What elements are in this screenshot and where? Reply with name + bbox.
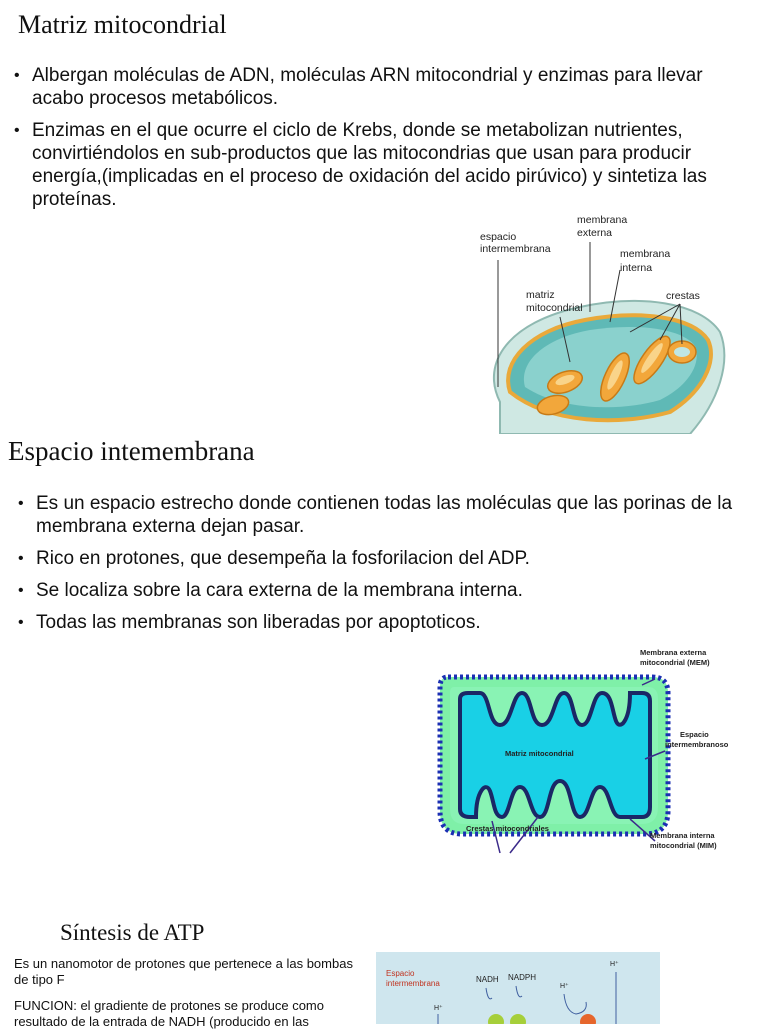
slide-sintesis-atp (0, 908, 768, 1029)
label-h-plus: H⁺ (560, 983, 569, 990)
bullet-item: • Es un espacio estrecho donde contienen todas las moléculas que las porinas de la membrana externa dejan pasar. (18, 492, 738, 538)
label-h-plus: H⁺ (434, 1005, 443, 1012)
label-crestas: crestas (666, 290, 700, 302)
bullet-item: • Enzimas en el que ocurre el ciclo de Krebs, donde se metabolizan nutrientes, convirtiéndolos en sub-productos que las mitocondrias que usan para producir energía,(implicadas en el proceso de oxidación del acido pirúvico) y sintetiza las proteínas. (14, 119, 734, 211)
label-matriz-mitocondrial: Matriz mitocondrial (505, 749, 574, 758)
slide-matriz-mitocondrial (0, 0, 768, 436)
label-crestas-mitocondriales: Crestas mitocondriales (466, 824, 549, 833)
label-membrana-externa: membrana externa (577, 214, 628, 239)
label-espacio-intermembranoso: Espacio intermembranoso (665, 730, 729, 749)
slide-title: Espacio intemembrana (8, 436, 255, 466)
label-membrana-interna: Membrana interna mitocondrial (MIM) (650, 831, 717, 850)
label-membrana-interna: membrana interna (620, 248, 671, 274)
label-espacio-intermembrana: espacio intermembrana (480, 231, 551, 255)
label-nadph: NADPH (508, 973, 537, 982)
slide-title: Síntesis de ATP (60, 920, 205, 945)
bullet-item: • Rico en protones, que desempeña la fosforilacion del ADP. (18, 547, 738, 570)
bullet-item: • Se localiza sobre la cara externa de la membrana interna. (18, 579, 738, 602)
bullet-list (18, 492, 738, 643)
label-h-plus: H⁺ (610, 961, 619, 968)
atp-synthesis-figure (376, 952, 660, 1024)
label-espacio-intermembrana: Espacio intermembrana (386, 969, 440, 988)
label-nadh: NADH (476, 975, 499, 984)
bullet-item: • Todas las membranas son liberadas por apoptoticos. (18, 611, 738, 634)
slide-espacio-intermembrana (0, 436, 768, 880)
bullet-item: • Albergan moléculas de ADN, moléculas ARN mitocondrial y enzimas para llevar acabo procesos metabólicos. (14, 64, 734, 110)
slide-title: Matriz mitocondrial (18, 10, 227, 39)
body-text-function: FUNCION: el gradiente de protones se produce como resultado de la entrada de NADH (producido en las (14, 998, 324, 1029)
mitochondria-3d-figure (470, 212, 732, 434)
label-membrana-externa: Membrana externa mitocondrial (MEM) (640, 648, 710, 667)
body-text: Es un nanomotor de protones que pertenece a las bombas de tipo F (14, 956, 353, 987)
label-matriz-mitocondrial: matriz mitocondrial (526, 289, 583, 314)
mitochondria-cross-section-figure (430, 641, 740, 861)
bullet-list (14, 64, 734, 220)
